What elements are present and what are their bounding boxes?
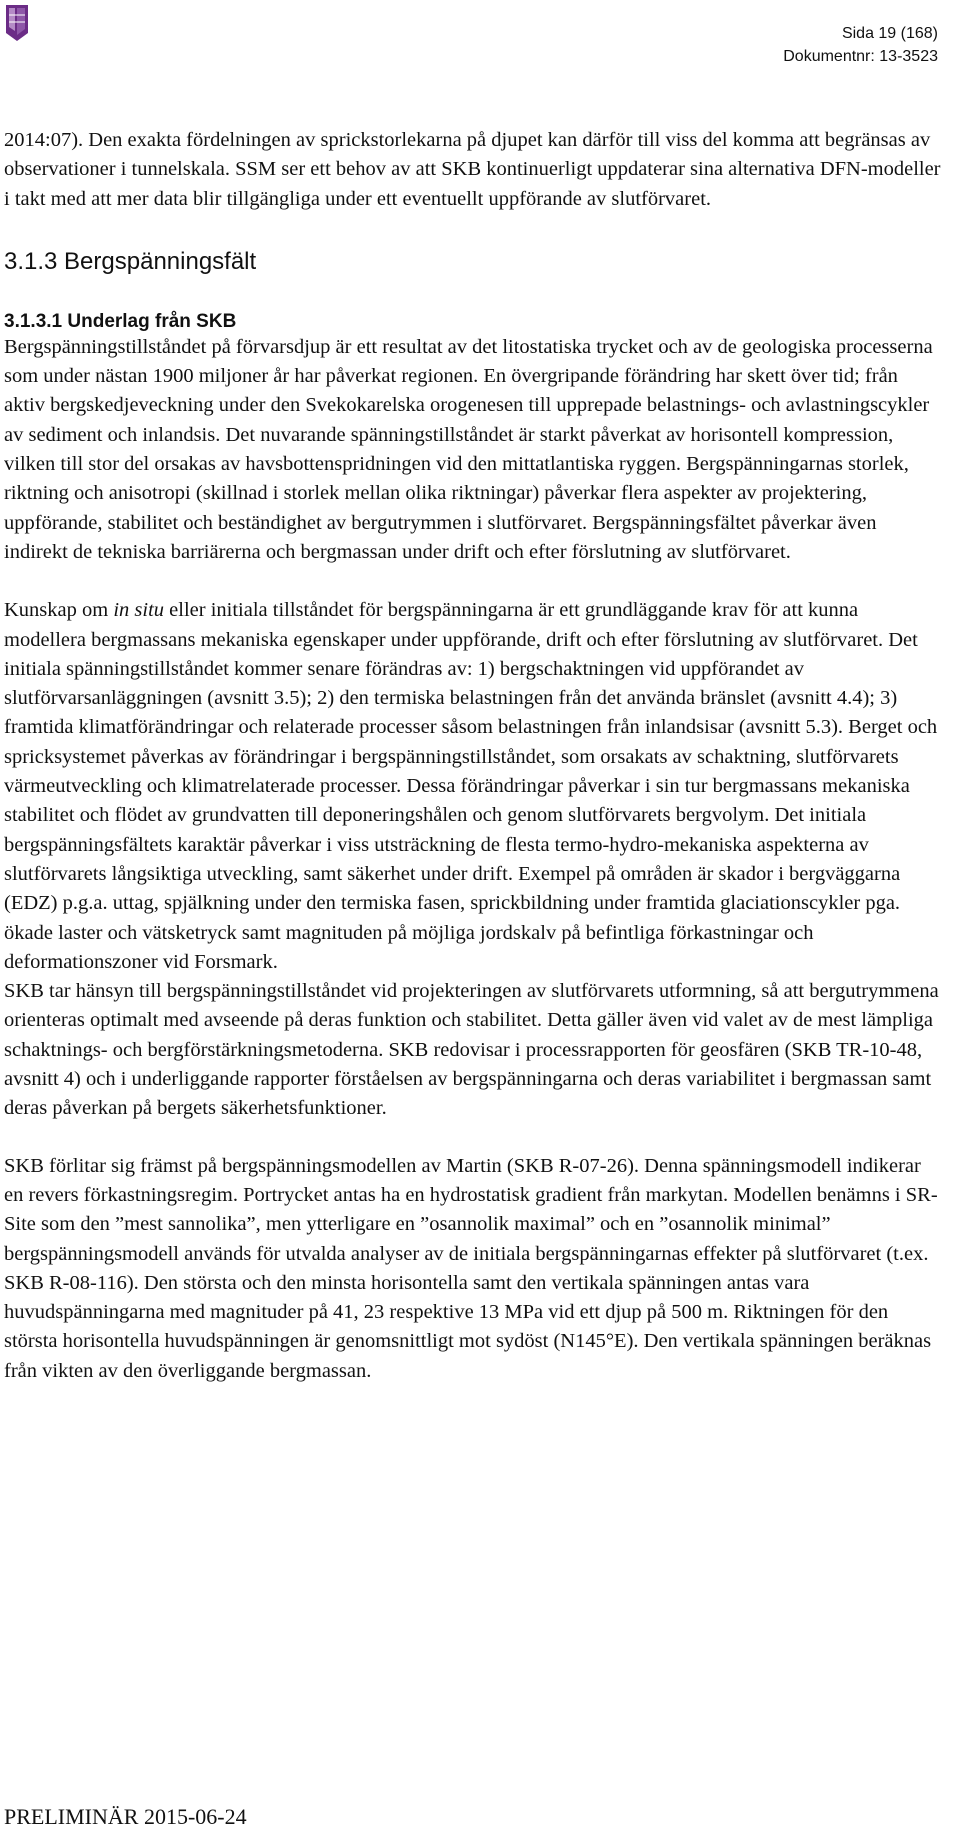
page-number: Sida 19 (168) [841,25,938,42]
ssm-logo-icon [4,3,30,43]
section-heading: 3.1.3 Bergspänningsfält [4,247,257,275]
italic-term: in situ [113,599,165,622]
intro-paragraph: 2014:07). Den exakta fördelningen av sprickstorlekarna på djupet kan därför till viss del komma att begränsas av observationer i tunnelskala. SSM ser ett behov av att SKB kontinuerligt uppdaterar sina alternativa DFN-modeller i takt med att mer data blir tillgängliga under ett eventuellt uppförande av slutförvaret. [4,129,941,210]
paragraph-4: SKB förlitar sig främst på bergspänningsmodellen av Martin (SKB R-07-26). Denna spänningsmodell indikerar en revers förkastningsregim. Portrycket antas ha en hydrostatisk gradient från markytan. Modellen benämns i SR-Site som den ”mest sannolika”, men ytterligare en ”osannolik maximal” och en ”osannolik minimal” bergspänningsmodell används för utvalda analyser av de initiala bergspänningarnas effekter på slutförvaret (t.ex. SKB R-08-116). Den största och den minsta horisontella samt den vertikala spänningen antas vara huvudspänningarna med magnituder på 41, 23 respektive 13 MPa vid ett djup på 500 m. Riktningen för den största horisontella huvudspänningen är genomsnittligt mot sydöst (N145°E). Den vertikala spänningen beräknas från vikten av den överliggande bergmassan. [4,1154,938,1382]
page-header [783,22,938,68]
document-body [4,126,944,1386]
document-number: Dokumentnr: 13-3523 [783,48,938,65]
paragraph-1: Bergspänningstillståndet på förvarsdjup är ett resultat av det litostatiska trycket och av de geologiska processerna som under nästan 1900 miljoner år har påverkat regionen. En övergripande förändring har skett över tid; från aktiv bergskedjeveckning under den Svekokarelska orogenesen till upprepade belastnings- och avlastningscykler av sediment och inlandsis. Det nuvarande spänningstillståndet är starkt påverkat av horisontell kompression, vilken till stor del orsakas av havsbottenspridningen vid den mittatlantiska ryggen. Bergspänningarnas storlek, riktning och anisotropi (skillnad i storlek mellan olika riktningar) påverkar flera aspekter av projektering, uppförande, stabilitet och beständighet av bergutrymmen i slutförvaret. Bergspänningsfältet påverkar även indirekt de tekniska barriärerna och bergmassan under drift och efter förslutning av slutförvaret. [4,335,933,563]
subsection-heading: 3.1.3.1 Underlag från SKB [4,310,237,332]
footer-status: PRELIMINÄR 2015-06-24 [4,1804,247,1829]
paragraph-3: SKB tar hänsyn till bergspänningstillståndet vid projekteringen av slutförvarets utformning, så att bergutrymmena orienteras optimalt med avseende på deras funktion och stabilitet. Detta gäller även vid valet av de mest lämpliga schaktnings- och bergförstärkningsmetoderna. SKB redovisar i processrapporten för geosfären (SKB TR-10-48, avsnitt 4) och i underliggande rapporter förståelsen av bergspänningarna och deras variabilitet i bergmassan samt deras påverkan på bergets säkerhetsfunktioner. [4,980,939,1120]
paragraph-2: Kunskap om in situ eller initiala tillståndet för bergspänningarna är ett grundläggande krav för att kunna modellera bergmassans mekaniska egenskaper under uppförande, drift och efter förslutning av slutförvaret. Det initiala spänningstillståndet kommer senare förändras av: 1) bergschaktningen vid uppförandet av slutförvarsanläggningen (avsnitt 3.5); 2) den termiska belastningen från det använda bränslet (avsnitt 4.4); 3) framtida klimatförändringar och relaterade processer såsom belastningen från inlandsisar (avsnitt 5.3). Berget och spricksystemet påverkas av förändringar i bergspänningstillståndet, som orsakats av schaktning, slutförvarets värmeutveckling och klimatrelaterade processer. Dessa förändringar påverkar i sin tur bergmassans mekaniska stabilitet och flödet av grundvatten till deponeringshålen och genom slutförvarets bergvolym. Det initiala bergspänningsfältets karaktär påverkar i viss utsträckning de flesta termo-hydro-mekaniska aspekterna av slutförvarets långsiktiga utveckling, samt säkerhet under drift. Exempel på områden är skador i bergväggarna (EDZ) p.g.a. uttag, spjälkning under den termiska fasen, sprickbildning under framtida glaciationscykler pga. ökade laster och vätsketryck samt magnituden på möjliga jordskalv på befintliga förkastningar och deformationszoner vid Forsmark. [4,599,938,973]
